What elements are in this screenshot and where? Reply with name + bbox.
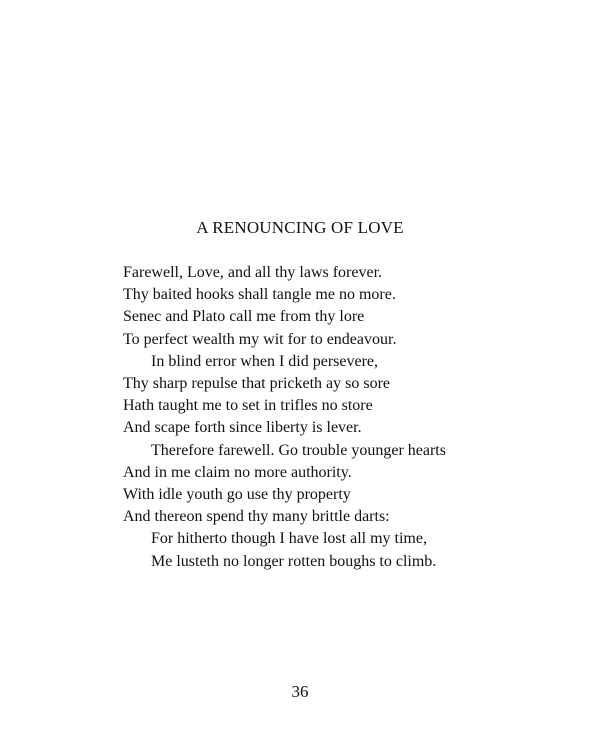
poem-line: For hitherto though I have lost all my time, [151, 530, 427, 548]
poem-line: In blind error when I did persevere, [151, 352, 379, 370]
poem-line: Senec and Plato call me from thy lore [123, 308, 365, 326]
poem-line: Me lusteth no longer rotten boughs to climb. [151, 552, 437, 570]
poem-line: And scape forth since liberty is lever. [123, 419, 362, 437]
poem-line: Hath taught me to set in trifles no store [123, 397, 373, 415]
poem-line: Thy baited hooks shall tangle me no more. [123, 286, 396, 304]
poem-line: And in me claim no more authority. [123, 463, 352, 481]
page-number: 36 [291, 682, 309, 701]
poem-line: Thy sharp repulse that pricketh ay so sore [123, 375, 391, 393]
poem-line: Therefore farewell. Go trouble younger hearts [151, 441, 446, 459]
poem-body [123, 262, 543, 573]
poem-line: And thereon spend thy many brittle darts: [123, 508, 390, 526]
poem-line: Farewell, Love, and all thy laws forever. [123, 264, 383, 281]
poem-line: To perfect wealth my wit for to endeavour. [123, 330, 397, 348]
poem-title: A RENOUNCING OF LOVE [196, 218, 404, 237]
poem-line: With idle youth go use thy property [123, 486, 351, 504]
